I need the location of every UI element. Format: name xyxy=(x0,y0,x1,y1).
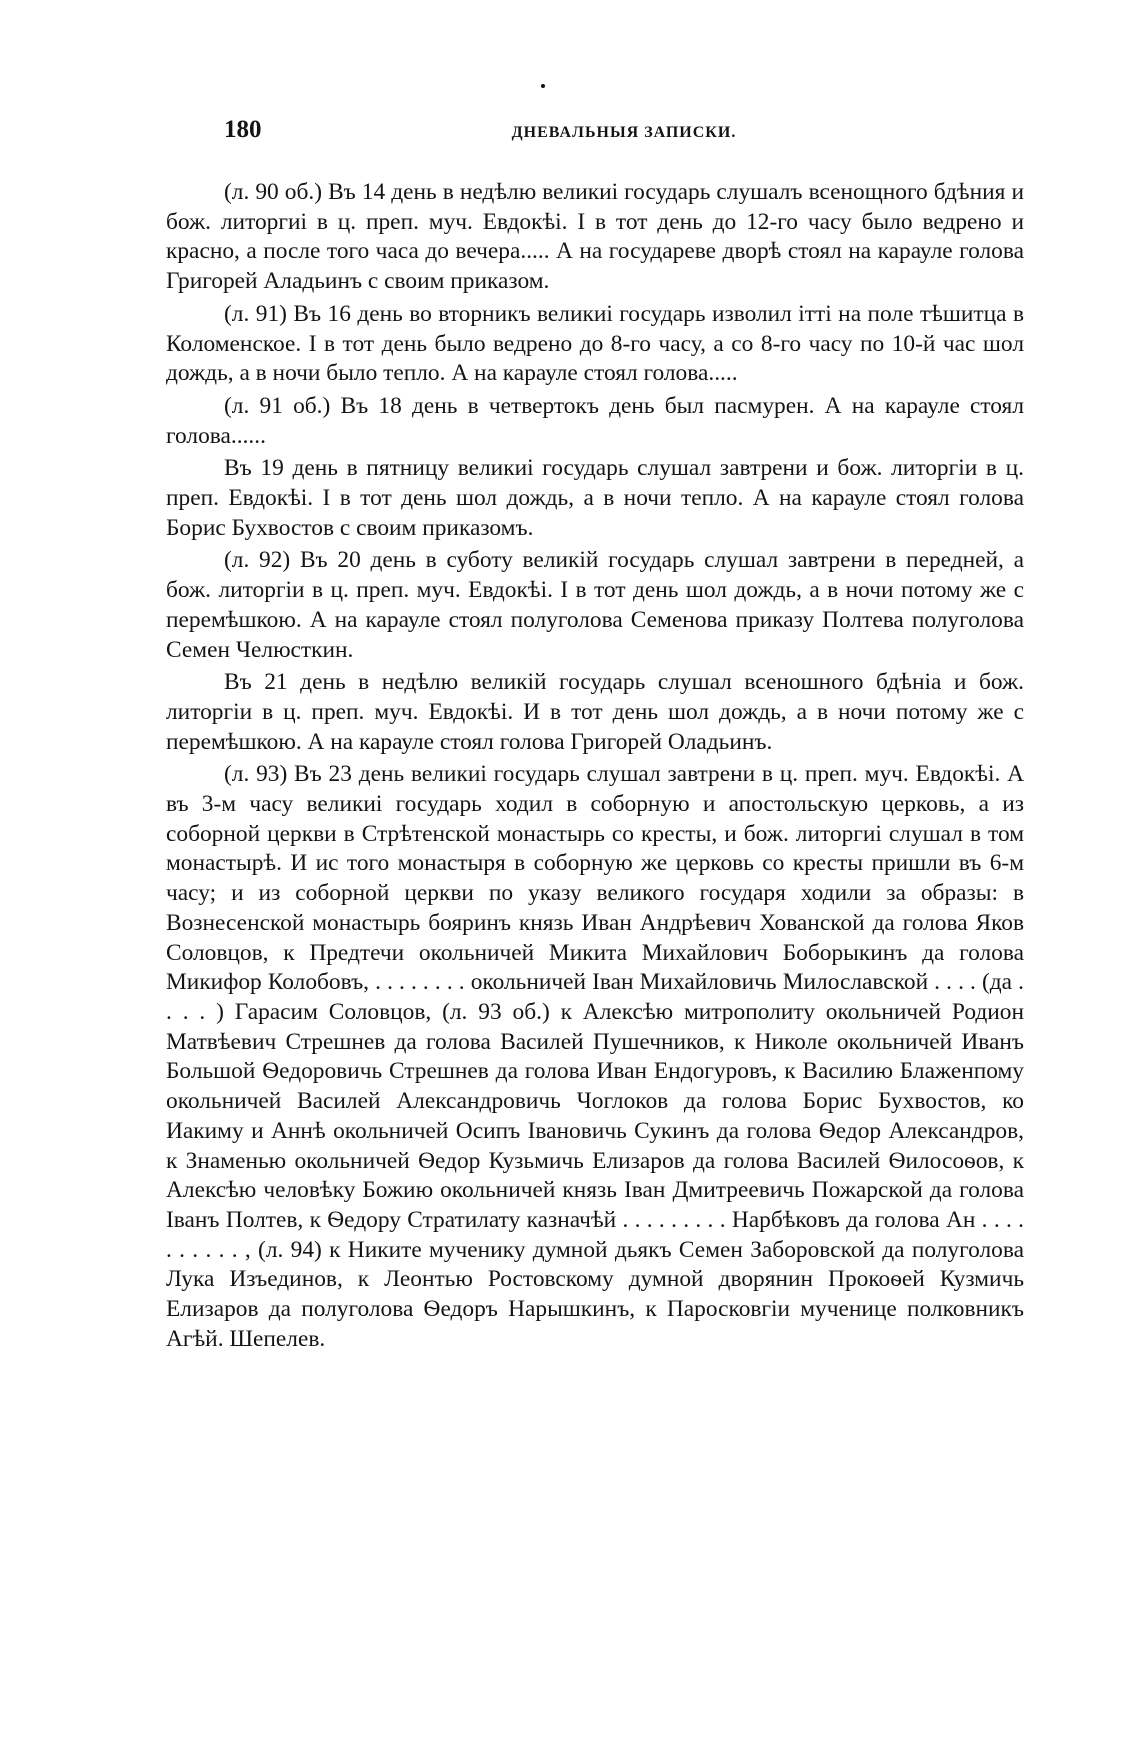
paragraph: Въ 19 день в пятницу великиі государь слушал завтрени и бож. литоргіи в ц. преп. Евдокѣі. I в тот день шол дождь, а в ночи тепло. А на карауле стоял голова Борис Бухвостов с своим приказомъ. xyxy=(166,455,1024,541)
page-header xyxy=(224,116,1024,150)
body-text xyxy=(166,178,1024,1357)
paragraph: (л. 91) Въ 16 день во вторникъ великиі государь изволил ітті на поле тѣшитца в Коломенское. I в тот день было ведрено до 8-го часу, а со 8-го часу по 10-й час шол дождь, а в ночи было тепло. А на карауле стоял голова..... xyxy=(166,300,1024,387)
paragraph: (л. 91 об.) Въ 18 день в четвертокъ день был пасмурен. А на карауле стоял голова...... xyxy=(166,392,1024,449)
paragraph: Въ 21 день в недѣлю великій государь слушал всеношного бдѣніа и бож. литоргіи в ц. преп. муч. Евдокѣі. И в тот день шол дождь, а в ночи потому же с перемѣшкою. А на карауле стоял голова Григорей Оладьинъ. xyxy=(166,669,1024,755)
paragraph: (л. 93) Въ 23 день великиі государь слушал завтрени в ц. преп. муч. Евдокѣі. А въ 3-м часу великиі государь ходил в соборную и апостольскую церковь, а из соборной церкви в Стрѣтенской монастырь со кресты, и бож. литоргиі слушал в том монастырѣ. И ис того монастыря в соборную же церковь со кресты пришли въ 6-м часу; и из соборной церкви по указу великого государя ходили за образы: в Вознесенской монастырь бояринъ князь Иван Андрѣевич Хованской да голова Яков Соловцов, к Предтечи окольничей Микита Михайлович Боборыкинъ да голова Микифор Колобовъ, . . . . . . . . окольничей Іван Михайловичь Милославской . . . . (да . . . . ) Гарасим Соловцов, (л. 93 об.) к Алексѣю митрополиту окольничей Родион Матвѣевич Стрешнев да голова Василей Пушечников, к Николе окольничей Иванъ Большой Ѳедоровичь Стрешнев да голова Иван Ендогуровъ, к Василию Блаженпому окольничей Василей Александровичь Чоглоков да голова Борис Бухвостов, ко Иакиму и Аннѣ окольничей Осипъ Івановичь Сукинъ да голова Ѳедор Александров, к Знаменью окольничей Ѳедор Кузьмичь Елизаров да голова Василей Ѳилосоѳов, к Алексѣю человѣку Божию окольничей князь Іван Дмитреевичь Пожарской да голова Іванъ Полтев, к Ѳедору Стратилату казначѣй . . . . . . . . . Нарбѣковъ да голова Ан . . . . . . . . . . , (л. 94) к Никите мученику думной дьякъ Семен Заборовской да полуголова Лука Изъединов, к Леонтью Ростовскому думной дворянин Прокоѳей Кузмичь Елизаров да полуголова Ѳедоръ Нарышкинъ, к Паросковгіи мученице полковникъ Агѣй. Шепелев. xyxy=(166,761,1024,1352)
running-title: ДНЕВАЛЬНЫЯ ЗАПИСКИ. xyxy=(511,124,737,141)
print-dot xyxy=(541,84,545,88)
page-number: 180 xyxy=(224,116,262,143)
paragraph: (л. 92) Въ 20 день в суботу великій государь слушал завтрени в передней, а бож. литоргіи в ц. преп. муч. Евдокѣі. I в тот день шол дождь, а в ночи потому же с перемѣшкою. А на карауле стоял полуголова Семенова приказу Полтева полуголова Семен Челюсткин. xyxy=(166,547,1024,663)
paragraph: (л. 90 об.) Въ 14 день в недѣлю великиі государь слушалъ всенощного бдѣния и бож. литоргиі в ц. преп. муч. Евдокѣі. I в тот день до 12-го часу было ведрено и красно, а после того часа до вечера..... А на государеве дворѣ стоял на карауле голова Григорей Аладьинъ с своим приказом. xyxy=(166,179,1024,295)
